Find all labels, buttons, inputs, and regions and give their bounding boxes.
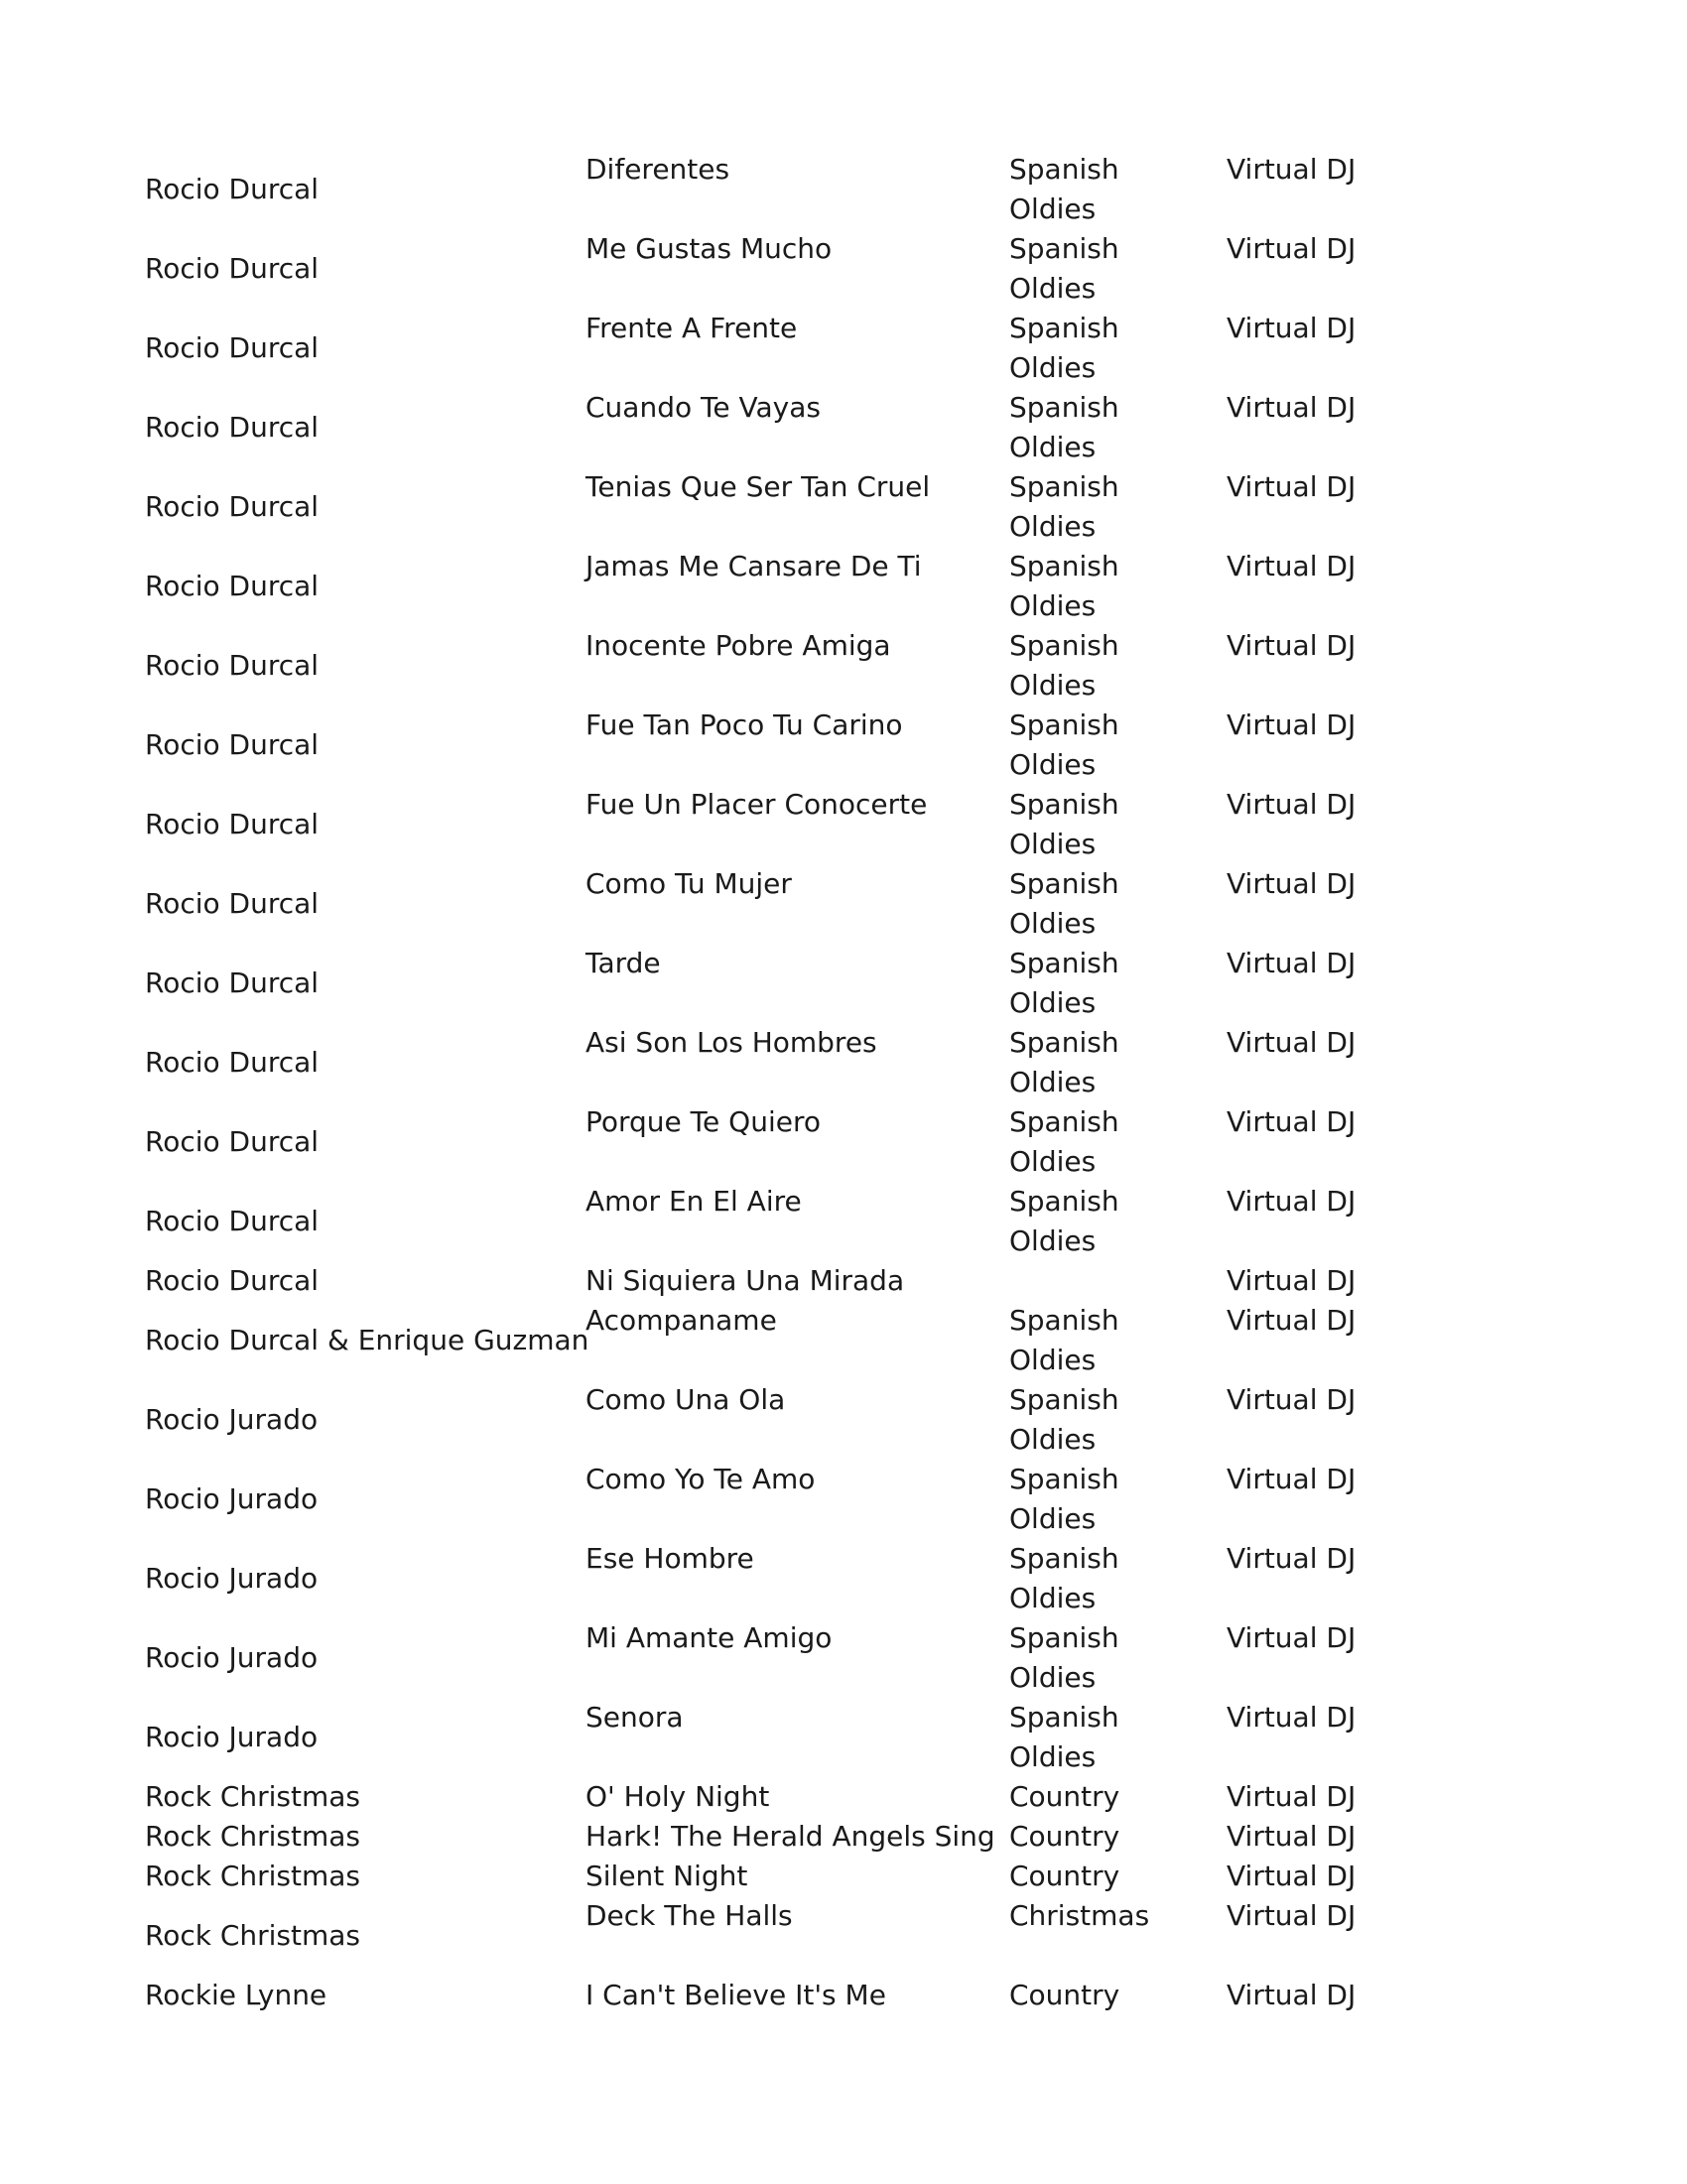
genre-cell [1009,1896,1149,1936]
source-cell: Virtual DJ [1227,1105,1357,1138]
genre-line-1: Spanish [1009,1542,1119,1575]
genre-line-1: Spanish [1009,1621,1119,1654]
title-cell: Ese Hombre [585,1542,754,1575]
genre-line-1: Spanish [1009,391,1119,424]
genre-cell [1009,150,1119,229]
source-cell: Virtual DJ [1227,312,1357,344]
title-cell: O' Holy Night [585,1780,770,1813]
genre-line-2: Oldies [1009,193,1097,225]
genre-cell [1009,467,1119,547]
genre-line-2: Oldies [1009,1224,1097,1257]
genre-line-1: Spanish [1009,947,1119,979]
genre-line-2: Oldies [1009,1502,1097,1535]
artist-cell: Rocio Durcal [145,649,320,682]
source-cell: Virtual DJ [1227,391,1357,424]
title-cell: Fue Tan Poco Tu Carino [585,708,903,741]
title-cell: Mi Amante Amigo [585,1621,833,1654]
title-cell: I Can't Believe It's Me [585,1979,886,2011]
title-cell: Diferentes [585,153,730,186]
title-cell: Asi Son Los Hombres [585,1026,877,1059]
source-cell: Virtual DJ [1227,1463,1357,1495]
genre-line-1: Spanish [1009,629,1119,662]
genre-line-1: Spanish [1009,1304,1119,1337]
genre-line-2: Oldies [1009,669,1097,702]
artist-cell: Rocio Durcal & Enrique Guzman [145,1324,589,1356]
genre-line-1: Spanish [1009,470,1119,503]
genre-line-1: Spanish [1009,788,1119,821]
source-cell: Virtual DJ [1227,1899,1357,1932]
source-cell: Virtual DJ [1227,708,1357,741]
artist-cell: Rocio Jurado [145,1721,319,1753]
genre-line-2: Oldies [1009,1423,1097,1456]
artist-cell: Rocio Durcal [145,173,320,205]
genre-line-2: Oldies [1009,1145,1097,1178]
source-cell: Virtual DJ [1227,153,1357,186]
source-cell: Virtual DJ [1227,1185,1357,1218]
source-cell: Virtual DJ [1227,232,1357,265]
genre-cell [1009,944,1119,1023]
source-cell: Virtual DJ [1227,470,1357,503]
genre-line-2: Oldies [1009,986,1097,1019]
genre-cell [1009,309,1119,388]
genre-line-2: Oldies [1009,431,1097,463]
source-cell: Virtual DJ [1227,1979,1357,2011]
genre-cell [1009,388,1119,467]
genre-line-1: Country [1009,1979,1120,2011]
genre-line-1: Spanish [1009,232,1119,265]
source-cell: Virtual DJ [1227,1621,1357,1654]
artist-cell: Rock Christmas [145,1919,361,1952]
source-cell: Virtual DJ [1227,550,1357,582]
title-cell: Silent Night [585,1860,748,1892]
genre-line-1: Spanish [1009,550,1119,582]
source-cell: Virtual DJ [1227,947,1357,979]
title-cell: Porque Te Quiero [585,1105,821,1138]
source-cell: Virtual DJ [1227,1701,1357,1734]
title-cell: Deck The Halls [585,1899,793,1932]
artist-cell: Rocio Durcal [145,252,320,285]
genre-line-1: Spanish [1009,1463,1119,1495]
artist-cell: Rocio Durcal [145,966,320,999]
artist-cell: Rocio Jurado [145,1403,319,1436]
genre-cell [1009,1777,1119,1817]
genre-line-2: Oldies [1009,1066,1097,1098]
source-cell: Virtual DJ [1227,1383,1357,1416]
title-cell: Tenias Que Ser Tan Cruel [585,470,931,503]
genre-line-1: Spanish [1009,312,1119,344]
genre-cell [1009,706,1119,785]
source-cell: Virtual DJ [1227,1304,1357,1337]
title-cell: Jamas Me Cansare De Ti [585,550,922,582]
artist-cell: Rockie Lynne [145,1979,327,2011]
title-cell: Ni Siquiera Una Mirada [585,1264,905,1297]
title-cell: Como Tu Mujer [585,867,792,900]
title-cell: Tarde [585,947,661,979]
artist-cell: Rocio Jurado [145,1482,319,1515]
genre-cell [1009,1380,1119,1460]
artist-cell: Rocio Jurado [145,1562,319,1595]
genre-cell [1009,785,1119,864]
artist-cell: Rock Christmas [145,1820,361,1853]
source-cell: Virtual DJ [1227,1780,1357,1813]
genre-line-1: Christmas [1009,1899,1150,1932]
artist-cell: Rocio Durcal [145,331,320,364]
genre-cell [1009,1102,1119,1182]
title-cell: Senora [585,1701,684,1734]
genre-line-2: Oldies [1009,907,1097,940]
artist-cell: Rocio Durcal [145,1046,320,1079]
genre-cell [1009,1182,1119,1261]
title-cell: Fue Un Placer Conocerte [585,788,928,821]
source-cell: Virtual DJ [1227,1860,1357,1892]
artist-cell: Rocio Durcal [145,570,320,602]
genre-cell [1009,626,1119,706]
genre-line-2: Oldies [1009,828,1097,860]
source-cell: Virtual DJ [1227,629,1357,662]
genre-cell [1009,1023,1119,1102]
genre-line-2: Oldies [1009,1740,1097,1773]
artist-cell: Rocio Durcal [145,728,320,761]
title-cell: Inocente Pobre Amiga [585,629,891,662]
genre-cell [1009,1698,1119,1777]
artist-cell: Rock Christmas [145,1780,361,1813]
genre-line-2: Oldies [1009,748,1097,781]
source-cell: Virtual DJ [1227,1026,1357,1059]
title-cell: Hark! The Herald Angels Sing [585,1820,995,1853]
source-cell: Virtual DJ [1227,1264,1357,1297]
genre-cell [1009,229,1119,309]
genre-line-1: Spanish [1009,708,1119,741]
genre-line-2: Oldies [1009,1661,1097,1694]
genre-cell [1009,547,1119,626]
genre-cell [1009,1857,1119,1896]
genre-cell [1009,1618,1119,1698]
genre-cell [1009,864,1119,944]
artist-cell: Rocio Durcal [145,1125,320,1158]
title-cell: Como Una Ola [585,1383,786,1416]
source-cell: Virtual DJ [1227,867,1357,900]
title-cell: Acompaname [585,1304,777,1337]
genre-line-2: Oldies [1009,272,1097,305]
genre-line-1: Spanish [1009,867,1119,900]
genre-line-1: Country [1009,1820,1120,1853]
genre-line-1: Spanish [1009,1185,1119,1218]
artist-cell: Rocio Durcal [145,411,320,444]
genre-cell [1009,1301,1119,1380]
title-cell: Cuando Te Vayas [585,391,821,424]
genre-line-2: Oldies [1009,510,1097,543]
genre-cell [1009,1976,1119,2015]
source-cell: Virtual DJ [1227,1542,1357,1575]
genre-line-1: Spanish [1009,1701,1119,1734]
source-cell: Virtual DJ [1227,788,1357,821]
genre-line-1: Spanish [1009,1026,1119,1059]
title-cell: Como Yo Te Amo [585,1463,816,1495]
artist-cell: Rocio Durcal [145,1205,320,1237]
genre-line-1: Spanish [1009,1105,1119,1138]
title-cell: Me Gustas Mucho [585,232,833,265]
genre-line-2: Oldies [1009,1582,1097,1614]
source-cell: Virtual DJ [1227,1820,1357,1853]
genre-cell [1009,1539,1119,1618]
artist-cell: Rock Christmas [145,1860,361,1892]
artist-cell: Rocio Jurado [145,1641,319,1674]
artist-cell: Rocio Durcal [145,887,320,920]
artist-cell: Rocio Durcal [145,1264,320,1297]
genre-line-1: Country [1009,1860,1120,1892]
genre-line-1: Spanish [1009,1383,1119,1416]
artist-cell: Rocio Durcal [145,490,320,523]
genre-cell [1009,1460,1119,1539]
title-cell: Frente A Frente [585,312,798,344]
genre-line-2: Oldies [1009,351,1097,384]
genre-line-2: Oldies [1009,1344,1097,1376]
genre-cell [1009,1817,1119,1857]
title-cell: Amor En El Aire [585,1185,802,1218]
genre-line-1: Spanish [1009,153,1119,186]
artist-cell: Rocio Durcal [145,808,320,840]
genre-line-2: Oldies [1009,589,1097,622]
genre-line-1: Country [1009,1780,1120,1813]
